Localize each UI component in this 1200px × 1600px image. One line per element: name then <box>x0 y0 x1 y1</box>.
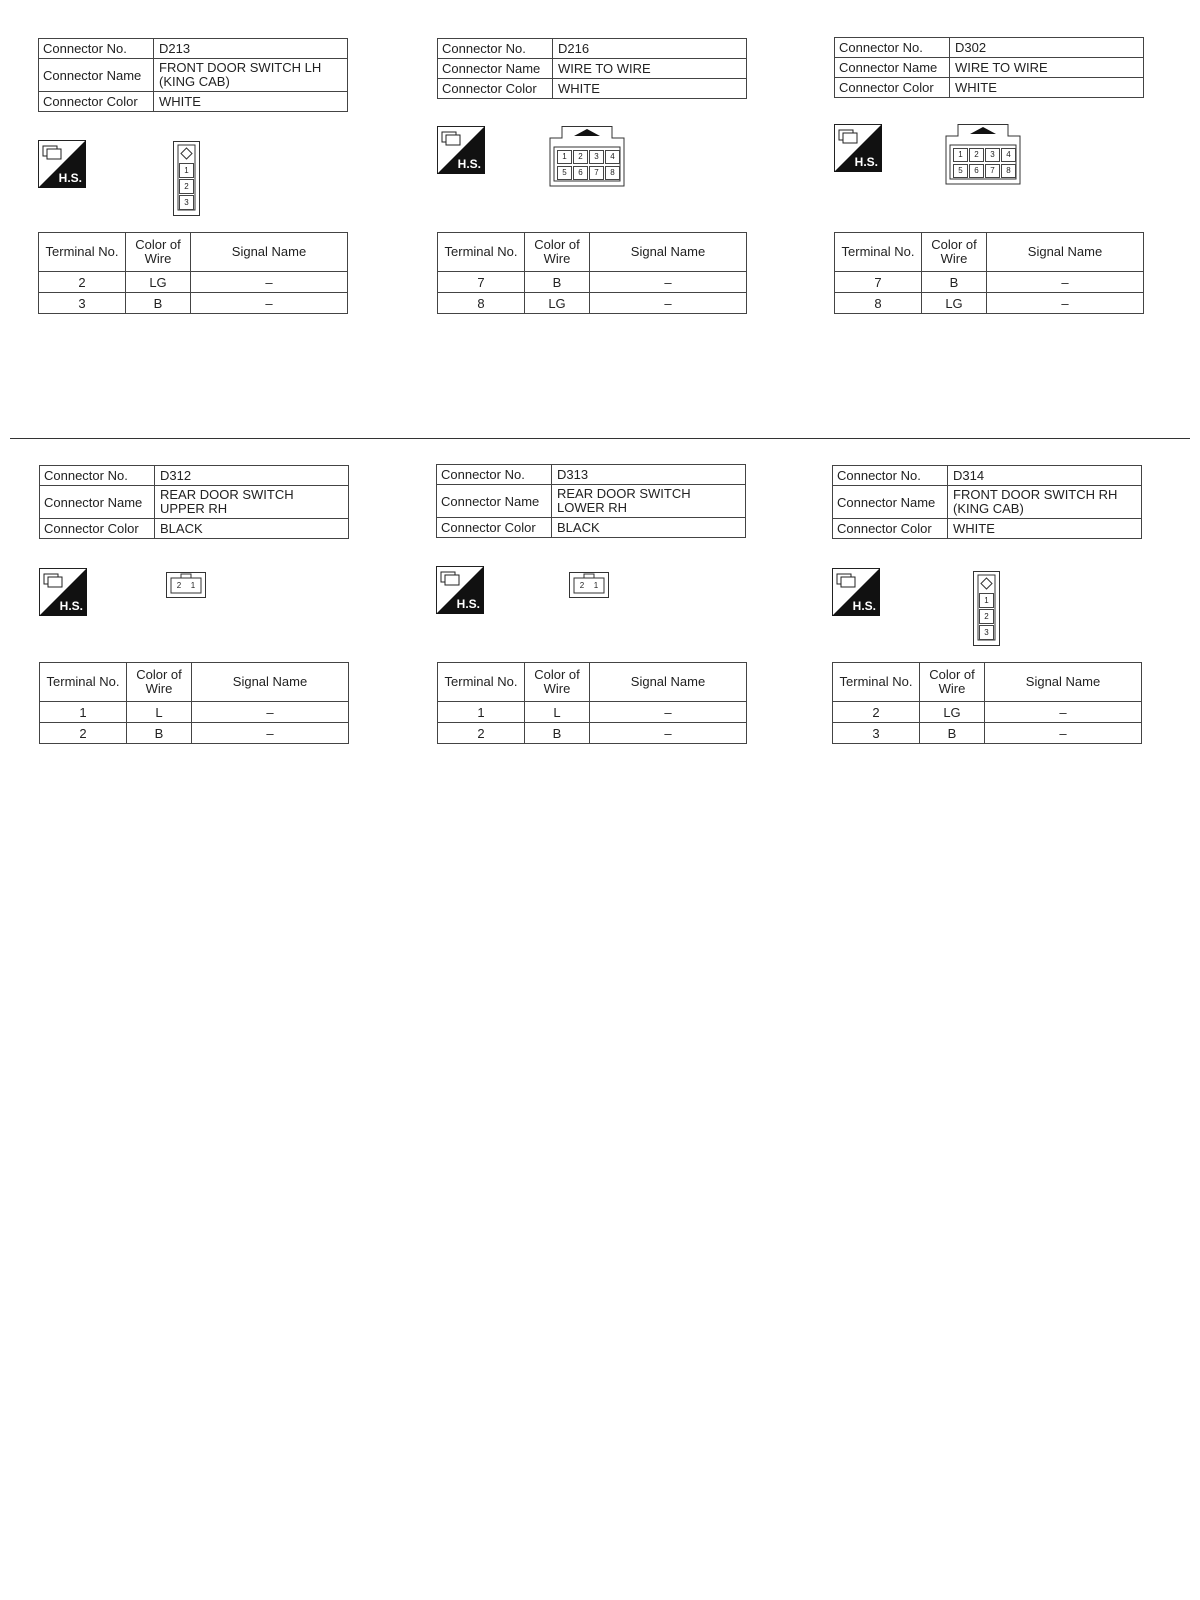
connector-no-label: Connector No. <box>438 39 553 59</box>
pin-label: 7 <box>985 164 1000 178</box>
hs-label: H.S. <box>457 157 481 171</box>
terminal-no-header: Terminal No. <box>438 663 525 702</box>
pin-label: 2 <box>579 581 585 590</box>
harness-side-icon <box>436 566 484 614</box>
pin-label: 6 <box>969 164 984 178</box>
connector-color-value: BLACK <box>552 518 746 538</box>
terminal-block-d314 <box>832 662 1142 744</box>
signal-name-header: Signal Name <box>985 663 1142 702</box>
connector-face-diagram <box>973 571 1000 646</box>
terminal-block-d302 <box>834 232 1144 314</box>
connector-color-value: WHITE <box>950 78 1144 98</box>
connector-color-value: WHITE <box>154 92 348 112</box>
wire-color-header: Color of Wire <box>127 663 192 702</box>
connector-no-label: Connector No. <box>835 38 950 58</box>
pin-label: 2 <box>573 150 588 164</box>
connector-name-value-2: (KING CAB) <box>953 501 1024 516</box>
connector-no-value: D302 <box>950 38 1144 58</box>
wire-color-cell: B <box>920 723 985 744</box>
signal-name-cell: – <box>192 702 349 723</box>
connector-block-d312 <box>39 465 349 539</box>
table-row <box>438 702 747 723</box>
terminal-block-d213 <box>38 232 348 314</box>
terminal-no-cell: 1 <box>438 702 525 723</box>
table-row <box>40 702 349 723</box>
harness-side-icon <box>834 124 882 172</box>
terminal-no-cell: 7 <box>835 272 922 293</box>
signal-name-cell: – <box>590 723 747 744</box>
connector-info-table <box>832 465 1142 539</box>
terminal-table <box>832 662 1142 744</box>
pin-label: 1 <box>593 581 599 590</box>
connector-color-label: Connector Color <box>40 519 155 539</box>
connector-info-table <box>834 37 1144 98</box>
harness-side-icon <box>437 126 485 174</box>
terminal-no-header: Terminal No. <box>835 233 922 272</box>
harness-side-icon <box>38 140 86 188</box>
connector-name-value: WIRE TO WIRE <box>553 59 747 79</box>
signal-name-header: Signal Name <box>191 233 348 272</box>
connector-color-value: WHITE <box>948 519 1142 539</box>
signal-name-header: Signal Name <box>192 663 349 702</box>
harness-side-icon <box>39 568 87 616</box>
pin-label: 1 <box>179 163 194 178</box>
terminal-no-cell: 8 <box>438 293 525 314</box>
wire-color-cell: B <box>126 293 191 314</box>
terminal-no-cell: 8 <box>835 293 922 314</box>
connector-color-value: BLACK <box>155 519 349 539</box>
connector-block-d302 <box>834 37 1144 98</box>
wire-color-header: Color of Wire <box>922 233 987 272</box>
pin-label: 2 <box>979 609 994 624</box>
wire-color-header: Color of Wire <box>920 663 985 702</box>
connector-name-label: Connector Name <box>39 59 154 92</box>
wire-color-cell: LG <box>920 702 985 723</box>
signal-name-cell: – <box>985 723 1142 744</box>
signal-name-cell: – <box>985 702 1142 723</box>
hs-label: H.S. <box>852 599 876 613</box>
terminal-no-header: Terminal No. <box>438 233 525 272</box>
pin-label: 2 <box>969 148 984 162</box>
connector-face-diagram <box>548 126 626 188</box>
connector-name-label: Connector Name <box>438 59 553 79</box>
terminal-table <box>38 232 348 314</box>
wire-color-cell: B <box>525 272 590 293</box>
terminal-block-d312 <box>39 662 349 744</box>
connector-name-label: Connector Name <box>437 485 552 518</box>
pin-label: 2 <box>176 581 182 590</box>
pin-label: 3 <box>179 195 194 210</box>
connector-name-label: Connector Name <box>835 58 950 78</box>
connector-color-label: Connector Color <box>833 519 948 539</box>
harness-side-icon <box>832 568 880 616</box>
pin-label: 3 <box>979 625 994 640</box>
wire-color-header: Color of Wire <box>525 663 590 702</box>
terminal-no-cell: 2 <box>39 272 126 293</box>
pin-label: 3 <box>985 148 1000 162</box>
table-row <box>833 723 1142 744</box>
table-row <box>40 723 349 744</box>
pin-label: 1 <box>979 593 994 608</box>
wire-color-header: Color of Wire <box>126 233 191 272</box>
pin-label: 8 <box>1001 164 1016 178</box>
hs-label: H.S. <box>456 597 480 611</box>
wire-color-cell: B <box>127 723 192 744</box>
signal-name-cell: – <box>191 293 348 314</box>
connector-block-d314 <box>832 465 1142 539</box>
connector-info-table <box>38 38 348 112</box>
connector-name-value: WIRE TO WIRE <box>950 58 1144 78</box>
connector-block-d216 <box>437 38 747 99</box>
connector-no-value: D312 <box>155 466 349 486</box>
connector-no-label: Connector No. <box>833 466 948 486</box>
pin-label: 4 <box>605 150 620 164</box>
terminal-table <box>834 232 1144 314</box>
connector-face-diagram <box>944 124 1022 186</box>
connector-color-label: Connector Color <box>437 518 552 538</box>
table-row <box>438 293 747 314</box>
section-divider <box>10 438 1190 439</box>
connector-color-label: Connector Color <box>438 79 553 99</box>
pin-label: 4 <box>1001 148 1016 162</box>
signal-name-cell: – <box>192 723 349 744</box>
pin-label: 2 <box>179 179 194 194</box>
table-row <box>438 723 747 744</box>
signal-name-cell: – <box>590 293 747 314</box>
wire-color-cell: LG <box>922 293 987 314</box>
terminal-no-cell: 1 <box>40 702 127 723</box>
connector-color-value: WHITE <box>553 79 747 99</box>
pin-label: 7 <box>589 166 604 180</box>
pin-label: 3 <box>589 150 604 164</box>
connector-name-label: Connector Name <box>833 486 948 519</box>
terminal-no-cell: 3 <box>39 293 126 314</box>
hs-label: H.S. <box>58 171 82 185</box>
connector-info-table <box>436 464 746 538</box>
connector-no-value: D216 <box>553 39 747 59</box>
connector-name-value-2: LOWER RH <box>557 500 628 515</box>
connector-name-value: REAR DOOR SWITCH <box>557 486 691 501</box>
connector-no-value: D314 <box>948 466 1142 486</box>
connector-face-diagram <box>173 141 200 216</box>
terminal-no-header: Terminal No. <box>40 663 127 702</box>
connector-color-label: Connector Color <box>835 78 950 98</box>
terminal-table <box>437 662 747 744</box>
pin-label: 5 <box>953 164 968 178</box>
connector-block-d213 <box>38 38 348 112</box>
wire-color-cell: B <box>922 272 987 293</box>
pin-label: 8 <box>605 166 620 180</box>
table-row <box>438 272 747 293</box>
table-row <box>39 272 348 293</box>
connector-name-value: FRONT DOOR SWITCH RH <box>953 487 1118 502</box>
connector-color-label: Connector Color <box>39 92 154 112</box>
table-row <box>39 293 348 314</box>
connector-name-value: FRONT DOOR SWITCH LH <box>159 60 322 75</box>
connector-name-value-2: UPPER RH <box>160 501 228 516</box>
signal-name-header: Signal Name <box>590 663 747 702</box>
signal-name-header: Signal Name <box>987 233 1144 272</box>
connector-face-diagram <box>569 572 609 598</box>
pin-label: 1 <box>557 150 572 164</box>
signal-name-cell: – <box>987 272 1144 293</box>
hs-label: H.S. <box>854 155 878 169</box>
connector-name-value: REAR DOOR SWITCH <box>160 487 294 502</box>
wire-color-cell: L <box>525 702 590 723</box>
pin-label: 1 <box>953 148 968 162</box>
terminal-no-header: Terminal No. <box>39 233 126 272</box>
signal-name-cell: – <box>590 702 747 723</box>
connector-block-d313 <box>436 464 746 538</box>
table-row <box>835 293 1144 314</box>
pin-label: 6 <box>573 166 588 180</box>
wire-color-cell: L <box>127 702 192 723</box>
pin-label: 5 <box>557 166 572 180</box>
connector-face-diagram <box>166 572 206 598</box>
wire-color-cell: B <box>525 723 590 744</box>
signal-name-cell: – <box>987 293 1144 314</box>
connector-no-value: D313 <box>552 465 746 485</box>
signal-name-cell: – <box>191 272 348 293</box>
wire-color-header: Color of Wire <box>525 233 590 272</box>
terminal-no-cell: 7 <box>438 272 525 293</box>
terminal-table <box>39 662 349 744</box>
hs-label: H.S. <box>59 599 83 613</box>
connector-no-label: Connector No. <box>40 466 155 486</box>
pin-label: 1 <box>190 581 196 590</box>
signal-name-cell: – <box>590 272 747 293</box>
connector-info-table <box>437 38 747 99</box>
terminal-no-cell: 2 <box>438 723 525 744</box>
terminal-no-cell: 2 <box>833 702 920 723</box>
terminal-no-header: Terminal No. <box>833 663 920 702</box>
connector-no-label: Connector No. <box>437 465 552 485</box>
terminal-table <box>437 232 747 314</box>
connector-no-value: D213 <box>154 39 348 59</box>
connector-name-value-2: (KING CAB) <box>159 74 230 89</box>
table-row <box>835 272 1144 293</box>
terminal-no-cell: 3 <box>833 723 920 744</box>
signal-name-header: Signal Name <box>590 233 747 272</box>
terminal-no-cell: 2 <box>40 723 127 744</box>
terminal-block-d216 <box>437 232 747 314</box>
terminal-block-d313 <box>437 662 747 744</box>
connector-name-label: Connector Name <box>40 486 155 519</box>
wire-color-cell: LG <box>126 272 191 293</box>
connector-no-label: Connector No. <box>39 39 154 59</box>
wire-color-cell: LG <box>525 293 590 314</box>
table-row <box>833 702 1142 723</box>
connector-info-table <box>39 465 349 539</box>
